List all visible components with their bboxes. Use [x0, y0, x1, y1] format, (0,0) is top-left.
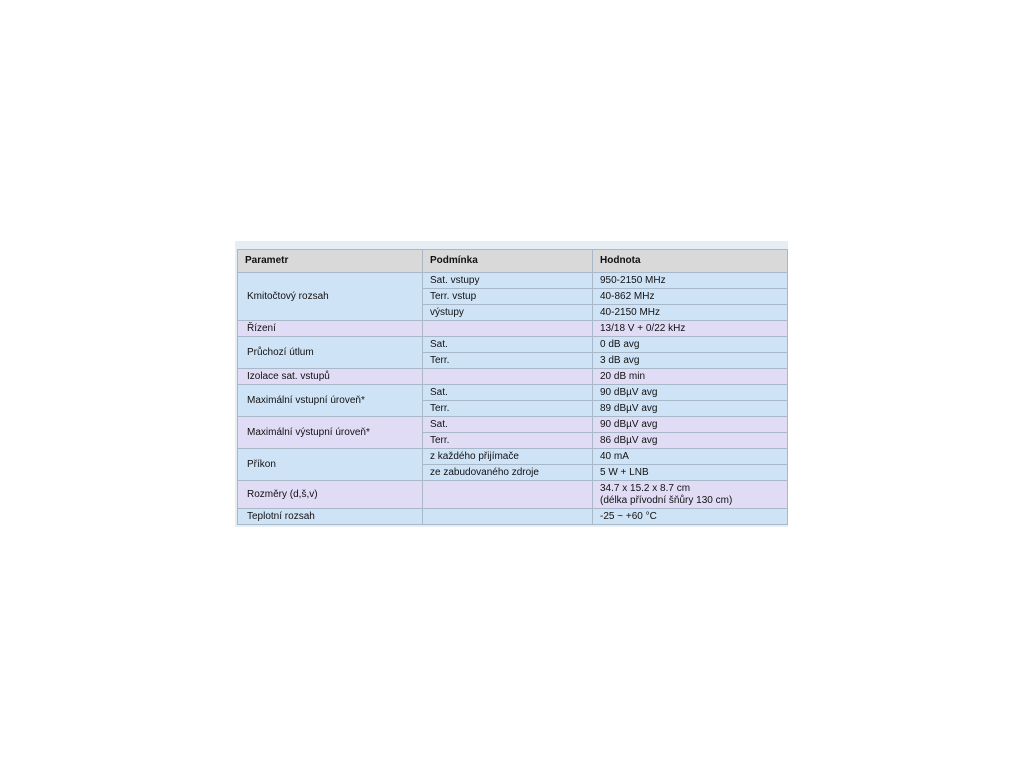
- value-line: (délka přívodní šňůry 130 cm): [600, 494, 733, 506]
- table-row: [238, 273, 788, 289]
- value-cell: 5 W + LNB: [593, 465, 788, 481]
- value-line: 34.7 x 15.2 x 8.7 cm: [600, 482, 691, 494]
- value-cell: 0 dB avg: [593, 337, 788, 353]
- value-cell: 90 dBµV avg: [593, 385, 788, 401]
- condition-cell: [423, 321, 593, 337]
- param-cell: Příkon: [238, 449, 423, 481]
- table-header-row: [238, 250, 788, 273]
- value-cell: 20 dB min: [593, 369, 788, 385]
- table-row: [238, 417, 788, 433]
- condition-cell: Terr.: [423, 433, 593, 449]
- value-cell: 3 dB avg: [593, 353, 788, 369]
- condition-cell: [423, 369, 593, 385]
- table-row: [238, 509, 788, 525]
- table-row: [238, 481, 788, 509]
- condition-cell: Sat.: [423, 385, 593, 401]
- table-row: [238, 337, 788, 353]
- spec-table-frame: [235, 241, 788, 527]
- header-hodnota: Hodnota: [593, 250, 788, 273]
- condition-cell: ze zabudovaného zdroje: [423, 465, 593, 481]
- condition-cell: Sat.: [423, 337, 593, 353]
- condition-cell: Terr. vstup: [423, 289, 593, 305]
- condition-cell: výstupy: [423, 305, 593, 321]
- param-cell: Izolace sat. vstupů: [238, 369, 423, 385]
- spec-table: [237, 249, 788, 525]
- value-cell: -25 ~ +60 °C: [593, 509, 788, 525]
- table-row: [238, 385, 788, 401]
- value-cell: 90 dBµV avg: [593, 417, 788, 433]
- value-cell: 13/18 V + 0/22 kHz: [593, 321, 788, 337]
- table-row: [238, 449, 788, 465]
- value-cell: 40 mA: [593, 449, 788, 465]
- value-cell: 86 dBµV avg: [593, 433, 788, 449]
- value-cell: [593, 481, 788, 509]
- header-podminka: Podmínka: [423, 250, 593, 273]
- param-cell: Řízení: [238, 321, 423, 337]
- param-cell: Průchozí útlum: [238, 337, 423, 369]
- condition-cell: Sat.: [423, 417, 593, 433]
- condition-cell: Terr.: [423, 401, 593, 417]
- value-cell: 40-862 MHz: [593, 289, 788, 305]
- table-row: [238, 369, 788, 385]
- header-parametr: Parametr: [238, 250, 423, 273]
- param-cell: Rozměry (d,š,v): [238, 481, 423, 509]
- condition-cell: [423, 509, 593, 525]
- param-cell: Maximální výstupní úroveň*: [238, 417, 423, 449]
- table-row: [238, 321, 788, 337]
- condition-cell: Sat. vstupy: [423, 273, 593, 289]
- condition-cell: Terr.: [423, 353, 593, 369]
- value-cell: 89 dBµV avg: [593, 401, 788, 417]
- value-cell: 40-2150 MHz: [593, 305, 788, 321]
- condition-cell: [423, 481, 593, 509]
- param-cell: Maximální vstupní úroveň*: [238, 385, 423, 417]
- param-cell: Teplotní rozsah: [238, 509, 423, 525]
- param-cell: Kmitočtový rozsah: [238, 273, 423, 321]
- condition-cell: z každého přijímače: [423, 449, 593, 465]
- value-cell: 950-2150 MHz: [593, 273, 788, 289]
